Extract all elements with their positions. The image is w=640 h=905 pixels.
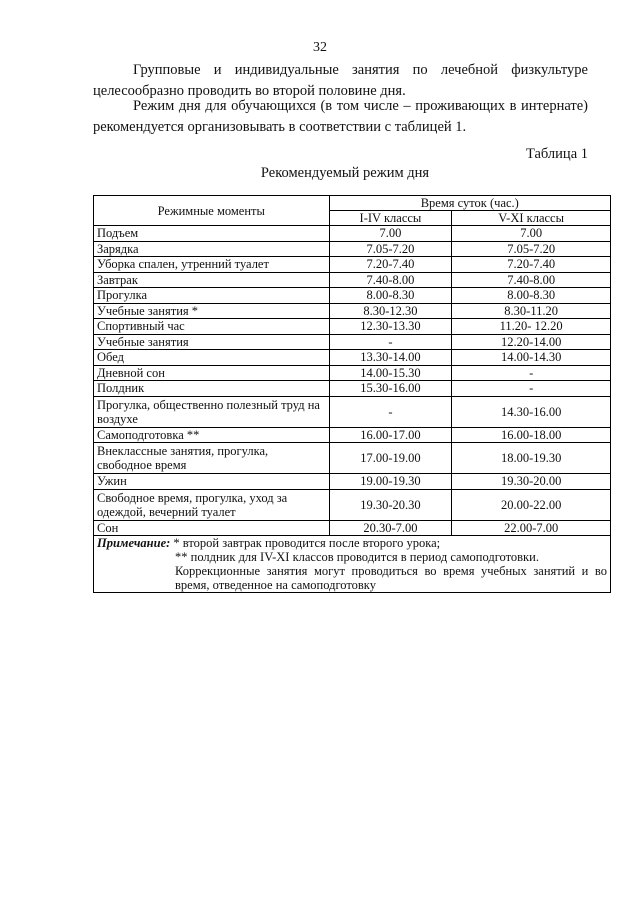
row-time-group-5-11: 22.00-7.00 — [452, 520, 611, 536]
row-moment: Сон — [94, 520, 330, 536]
table-row — [94, 288, 611, 304]
row-time-group-5-11: 14.30-16.00 — [452, 396, 611, 427]
row-moment: Ужин — [94, 474, 330, 490]
row-time-group-1-4: 19.30-20.30 — [329, 489, 452, 520]
note-label: Примечание: — [97, 536, 171, 550]
row-time-group-1-4: 7.20-7.40 — [329, 257, 452, 273]
table-row — [94, 474, 611, 490]
paragraph-lfk: Групповые и индивидуальные занятия по лечебной физкультуре целесообразно проводить во второй половине дня. — [93, 62, 588, 99]
row-moment: Прогулка — [94, 288, 330, 304]
row-time-group-5-11: 8.00-8.30 — [452, 288, 611, 304]
header-moments: Режимные моменты — [94, 196, 330, 226]
header-group-5-11: V-XI классы — [452, 211, 611, 226]
row-moment: Завтрак — [94, 272, 330, 288]
row-moment: Самоподготовка ** — [94, 427, 330, 443]
row-time-group-1-4: 12.30-13.30 — [329, 319, 452, 335]
row-time-group-5-11: 7.20-7.40 — [452, 257, 611, 273]
row-time-group-5-11: 7.40-8.00 — [452, 272, 611, 288]
row-moment: Учебные занятия * — [94, 303, 330, 319]
page-number: 32 — [313, 40, 327, 55]
row-time-group-5-11: - — [452, 381, 611, 397]
row-time-group-5-11: 7.00 — [452, 226, 611, 242]
table-row — [94, 443, 611, 474]
table-row — [94, 319, 611, 335]
row-time-group-1-4: 8.00-8.30 — [329, 288, 452, 304]
table-row — [94, 350, 611, 366]
table-label: Таблица 1 — [525, 146, 588, 162]
row-moment: Уборка спален, утренний туалет — [94, 257, 330, 273]
row-moment: Подъем — [94, 226, 330, 242]
table-row — [94, 226, 611, 242]
row-moment: Обед — [94, 350, 330, 366]
schedule-table — [93, 195, 611, 593]
table-row — [94, 241, 611, 257]
row-time-group-1-4: 19.00-19.30 — [329, 474, 452, 490]
row-time-group-5-11: 7.05-7.20 — [452, 241, 611, 257]
row-time-group-1-4: 15.30-16.00 — [329, 381, 452, 397]
table-row — [94, 365, 611, 381]
row-time-group-1-4: 20.30-7.00 — [329, 520, 452, 536]
note-second: ** полдник для IV-XI классов проводится в период самоподготовки. — [175, 550, 539, 564]
row-time-group-1-4: 14.00-15.30 — [329, 365, 452, 381]
table-row — [94, 303, 611, 319]
table-row — [94, 272, 611, 288]
row-time-group-5-11: 11.20- 12.20 — [452, 319, 611, 335]
row-time-group-5-11: 14.00-14.30 — [452, 350, 611, 366]
row-time-group-5-11: 19.30-20.00 — [452, 474, 611, 490]
row-time-group-1-4: 17.00-19.00 — [329, 443, 452, 474]
row-time-group-5-11: 16.00-18.00 — [452, 427, 611, 443]
table-row — [94, 427, 611, 443]
row-moment: Спортивный час — [94, 319, 330, 335]
row-moment: Дневной сон — [94, 365, 330, 381]
table-row — [94, 334, 611, 350]
note-third: Коррекционные занятия могут проводиться во время учебных занятий и во время, отведенное на самоподготовку — [175, 564, 607, 592]
header-group-1-4: I-IV классы — [329, 211, 452, 226]
header-time: Время суток (час.) — [329, 196, 610, 211]
table-row — [94, 257, 611, 273]
note-first: * второй завтрак проводится после второго урока; — [173, 536, 441, 550]
row-moment: Зарядка — [94, 241, 330, 257]
row-moment: Прогулка, общественно полезный труд на воздухе — [94, 396, 330, 427]
row-moment: Внеклассные занятия, прогулка, свободное время — [94, 443, 330, 474]
table-note — [94, 536, 611, 593]
row-time-group-5-11: 18.00-19.30 — [452, 443, 611, 474]
row-time-group-1-4: 7.05-7.20 — [329, 241, 452, 257]
table-row — [94, 489, 611, 520]
row-time-group-1-4: 7.40-8.00 — [329, 272, 452, 288]
paragraph-regime: Режим дня для обучающихся (в том числе – проживающих в интернате) рекомендуется организовывать в соответствии с таблицей 1. — [93, 98, 588, 135]
row-time-group-5-11: 12.20-14.00 — [452, 334, 611, 350]
row-time-group-1-4: 16.00-17.00 — [329, 427, 452, 443]
row-time-group-1-4: 7.00 — [329, 226, 452, 242]
row-time-group-1-4: - — [329, 396, 452, 427]
table-row — [94, 520, 611, 536]
table-row — [94, 396, 611, 427]
row-moment: Свободное время, прогулка, уход за одеждой, вечерний туалет — [94, 489, 330, 520]
table-body — [94, 226, 611, 536]
row-time-group-1-4: 13.30-14.00 — [329, 350, 452, 366]
row-moment: Учебные занятия — [94, 334, 330, 350]
table-title: Рекомендуемый режим дня — [260, 165, 430, 181]
table-row — [94, 381, 611, 397]
row-time-group-5-11: - — [452, 365, 611, 381]
row-moment: Полдник — [94, 381, 330, 397]
row-time-group-5-11: 20.00-22.00 — [452, 489, 611, 520]
row-time-group-1-4: - — [329, 334, 452, 350]
row-time-group-5-11: 8.30-11.20 — [452, 303, 611, 319]
row-time-group-1-4: 8.30-12.30 — [329, 303, 452, 319]
